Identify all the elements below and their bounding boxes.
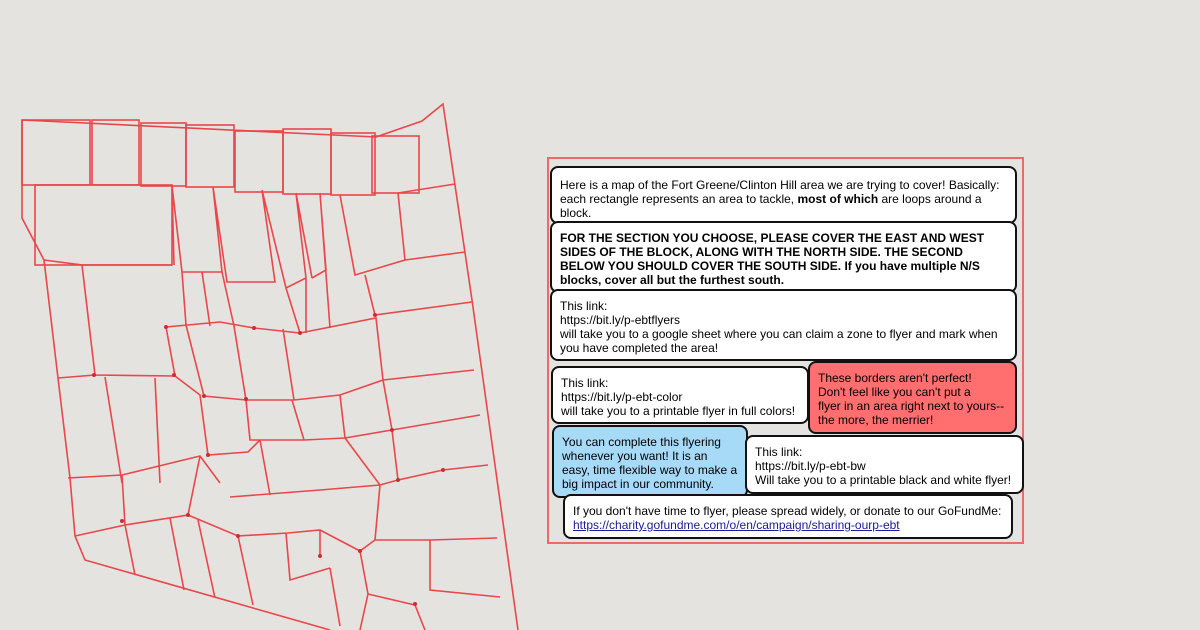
intro-text-b: are loops around a block. (560, 192, 982, 220)
borders-line-1: These borders aren't perfect! (818, 371, 972, 385)
intro-text-a: Here is a map of the Fort Greene/Clinton Hill area we are trying to cover! Basically: each rectangle represents an area to tackle, (560, 178, 1000, 206)
borders-line-4: the more, the merrier! (818, 413, 934, 427)
gofundme-link[interactable]: https://charity.gofundme.com/o/en/campaign/sharing-ourp-ebt (573, 518, 900, 532)
donate-note (563, 494, 1013, 539)
color-link-label: This link: (561, 376, 609, 390)
flexible-note (552, 425, 748, 498)
zone-rect (22, 120, 90, 185)
zone-rect (35, 185, 172, 265)
intro-note (550, 166, 1017, 224)
zone-rect (372, 136, 419, 193)
street-lines (44, 184, 500, 630)
borders-line-3: flyer in an area right next to yours-- (818, 399, 1005, 413)
zone-rect (141, 123, 186, 186)
zone-rect (186, 125, 234, 187)
bw-link-label: This link: (755, 445, 803, 459)
flexible-text: You can complete this flyering whenever you want! It is an easy, time flexible way to make a big impact in our community. (562, 435, 738, 491)
bw-link-url[interactable]: https://bit.ly/p-ebt-bw (755, 459, 866, 473)
donate-text: If you don't have time to flyer, please spread widely, or donate to our GoFundMe: (573, 504, 1002, 518)
color-link-note (551, 366, 809, 424)
zone-rect (92, 120, 139, 185)
zone-rect (235, 131, 283, 192)
sheet-link-label: This link: (560, 299, 608, 313)
map-outer-boundary (22, 104, 518, 630)
borders-line-2: Don't feel like you can't put a (818, 385, 971, 399)
instructions-text: FOR THE SECTION YOU CHOOSE, PLEASE COVER THE EAST AND WEST SIDES OF THE BLOCK, ALONG WITH THE NORTH SIDE. THE SECOND BELOW YOU SHOULD COVER THE SOUTH SIDE. If you have multiple N/S blocks, cover all but the furthest south. (560, 231, 985, 287)
color-link-desc: will take you to a printable flyer in full colors! (561, 404, 796, 418)
sheet-link-desc: will take you to a google sheet where you can claim a zone to flyer and mark when you have completed the area! (560, 327, 998, 355)
sheet-link-url[interactable]: https://bit.ly/p-ebtflyers (560, 313, 681, 327)
zone-rect (283, 129, 331, 194)
instructions-note (550, 221, 1017, 293)
sheet-link-note (550, 289, 1017, 361)
color-link-url[interactable]: https://bit.ly/p-ebt-color (561, 390, 683, 404)
borders-note (808, 361, 1017, 434)
zone-rect (331, 133, 375, 195)
bw-link-note (745, 435, 1024, 494)
bw-link-desc: Will take you to a printable black and white flyer! (755, 473, 1012, 487)
intro-text-bold: most of which (797, 192, 879, 206)
